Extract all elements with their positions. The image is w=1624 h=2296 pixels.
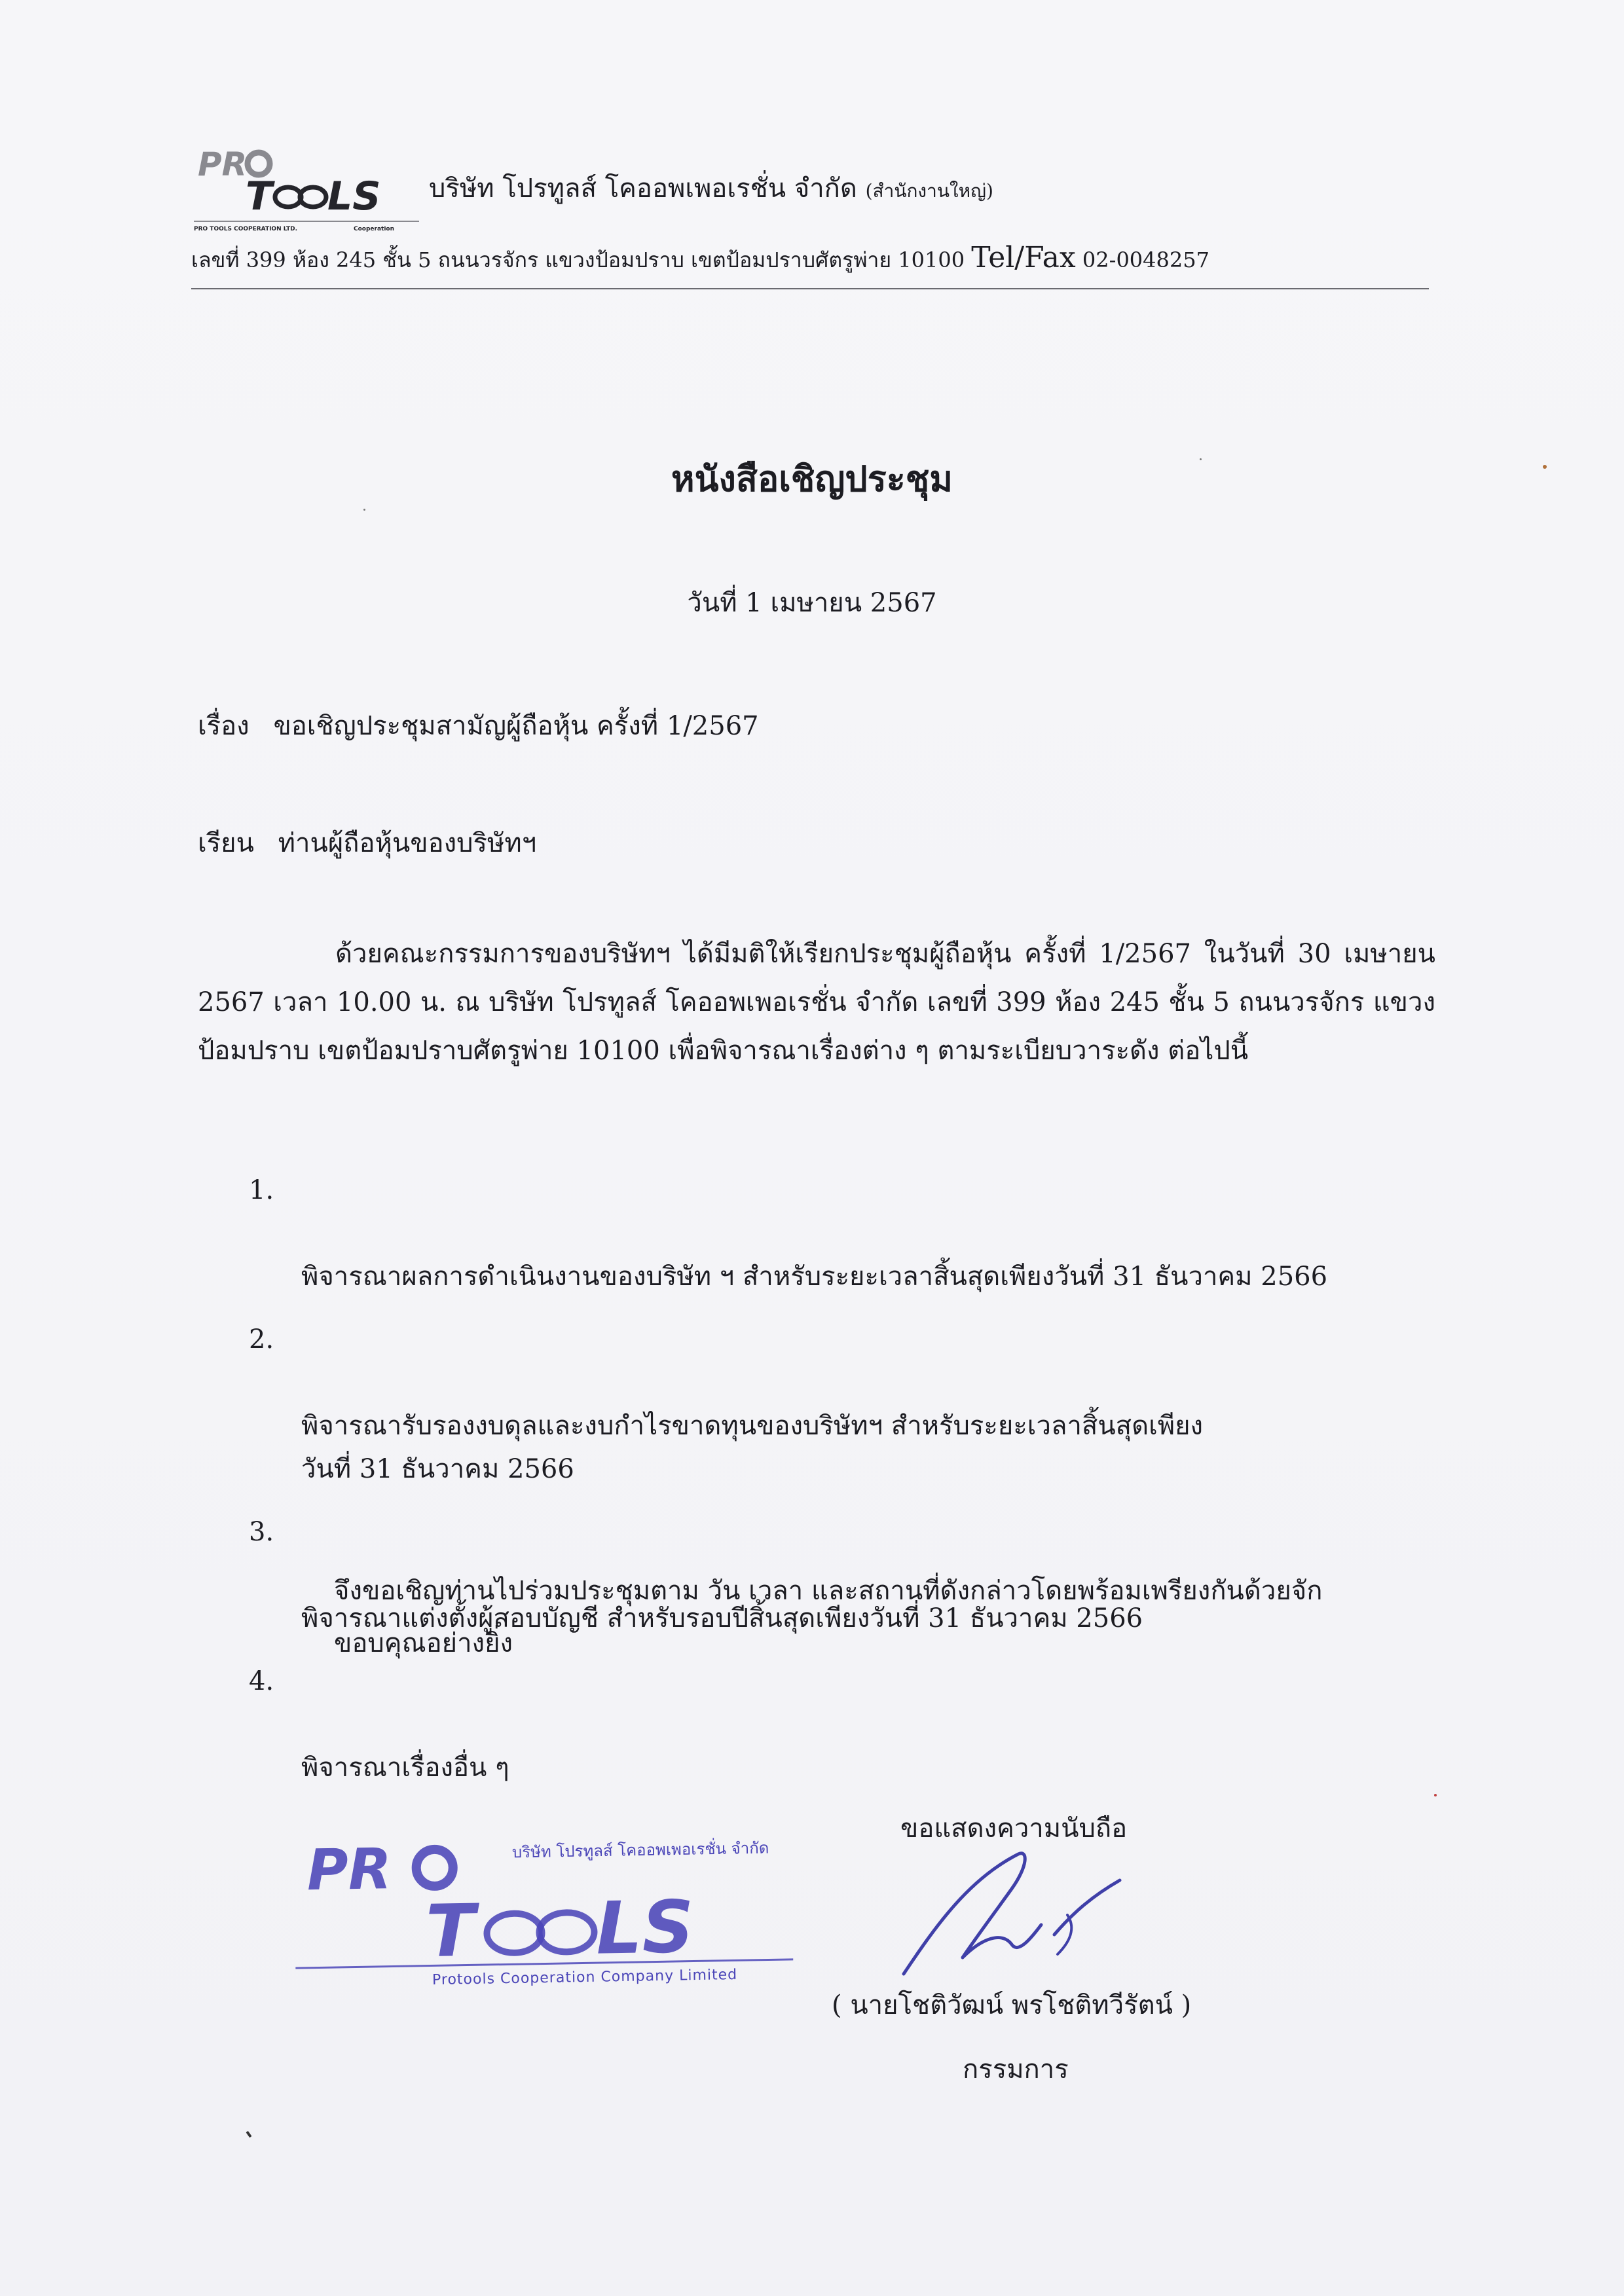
scan-speck [246, 2131, 251, 2138]
salutation-text: ท่านผู้ถือหุ้นของบริษัทฯ [278, 828, 537, 858]
agenda-number: 2. [249, 1324, 274, 1355]
svg-text:T: T [425, 1888, 476, 1974]
subject-label: เรื่อง [198, 711, 249, 741]
agenda-number: 4. [249, 1666, 274, 1696]
body-paragraph: ด้วยคณะกรรมการของบริษัทฯ ได้มีมติให้เรียกประชุมผู้ถือหุ้น ครั้งที่ 1/2567 ในวันที่ 30 เมษายน 2567 เวลา 10.00 น. ณ บริษัท โปรทูลส์ โคออพเพอเรชั่น จำกัด เลขที่ 399 ห้อง 245 ชั้น 5 ถนนวรจักร แขวงป้อมปราบ เขตป้อมปราบศัตรูพ่าย 10100 เพื่อพิจารณาเรื่องต่าง ๆ ตามระเบียบวาระดัง ต่อไปนี้ [198, 939, 1435, 1066]
svg-text:Cooperation: Cooperation [354, 226, 395, 232]
company-address-line [191, 241, 1209, 277]
subject-line [198, 704, 759, 746]
svg-text:PR: PR [198, 145, 248, 183]
salutation-label: เรียน [198, 828, 254, 858]
document-title: หนังสือเชิญประชุม [671, 458, 953, 500]
agenda-item [249, 1660, 1428, 1789]
agenda-item [249, 1169, 1428, 1298]
svg-text:LS: LS [595, 1885, 695, 1971]
stamp-english-name: Protools Cooperation Company Limited [432, 1966, 738, 1989]
company-name: บริษัท โปรทูลส์ โคออพเพอเรชั่น จำกัด [429, 173, 857, 204]
signatory-name: ( นายโชติวัฒน์ พรโชติทวีรัตน์ ) [832, 1990, 1192, 2020]
document-date: วันที่ 1 เมษายน 2567 [687, 588, 937, 618]
scan-speck [363, 509, 365, 511]
agenda-text: พิจารณารับรองงบดุลและงบกำไรขาดทุนของบริษัทฯ สำหรับระยะเวลาสิ้นสุดเพียง วันที่ 31 ธันวาคม 2566 [301, 1411, 1204, 1484]
closing-paragraph: จึงขอเชิญท่านไปร่วมประชุมตาม วัน เวลา และสถานที่ดังกล่าวโดยพร้อมเพรียงกันด้วยจัก ขอบคุณอย่างยิ่ง [334, 1576, 1323, 1658]
telfax-number: 02-0048257 [1082, 247, 1209, 272]
agenda-text: พิจารณาเรื่องอื่น ๆ [301, 1753, 509, 1783]
company-address: เลขที่ 399 ห้อง 245 ชั้น 5 ถนนวรจักร แขวงป้อมปราบ เขตป้อมปราบศัตรูพ่าย 10100 [191, 247, 965, 272]
telfax-label: Tel/Fax [971, 241, 1076, 274]
company-name-header [429, 167, 993, 209]
agenda-text: พิจารณาผลการดำเนินงานของบริษัท ฯ สำหรับระยะเวลาสิ้นสุดเพียงวันที่ 31 ธันวาคม 2566 [301, 1262, 1328, 1292]
svg-text:LS: LS [327, 173, 381, 219]
scan-speck [1543, 465, 1547, 469]
company-branch: (สำนักงานใหญ่) [865, 180, 993, 202]
scan-speck [1434, 1794, 1437, 1796]
pro-tools-logo [190, 136, 426, 234]
agenda-text: พิจารณาแต่งตั้งผู้สอบบัญชี สำหรับรอบปีสิ้นสุดเพียงวันที่ 31 ธันวาคม 2566 [301, 1603, 1143, 1633]
header-divider [191, 288, 1429, 289]
agenda-item [249, 1318, 1428, 1491]
signatory-title: กรรมการ [963, 2054, 1069, 2085]
agenda-number: 3. [249, 1517, 274, 1547]
closing-salutation: ขอแสดงความนับถือ [900, 1813, 1128, 1844]
subject-text: ขอเชิญประชุมสามัญผู้ถือหุ้น ครั้งที่ 1/2567 [273, 711, 759, 741]
stamp-company-name: บริษัท โปรทูลส์ โคออพเพอเรชั่น จำกัด [511, 1838, 769, 1862]
svg-text:PR: PR [306, 1836, 392, 1904]
agenda-number: 1. [249, 1175, 274, 1205]
scan-speck [1200, 458, 1202, 460]
svg-text:T: T [246, 173, 272, 219]
agenda-list [249, 1169, 1428, 1809]
handwritten-signature [877, 1840, 1139, 1997]
salutation-line [198, 822, 536, 864]
svg-text:PRO TOOLS COOPERATION LTD.: PRO TOOLS COOPERATION LTD. [194, 226, 298, 232]
